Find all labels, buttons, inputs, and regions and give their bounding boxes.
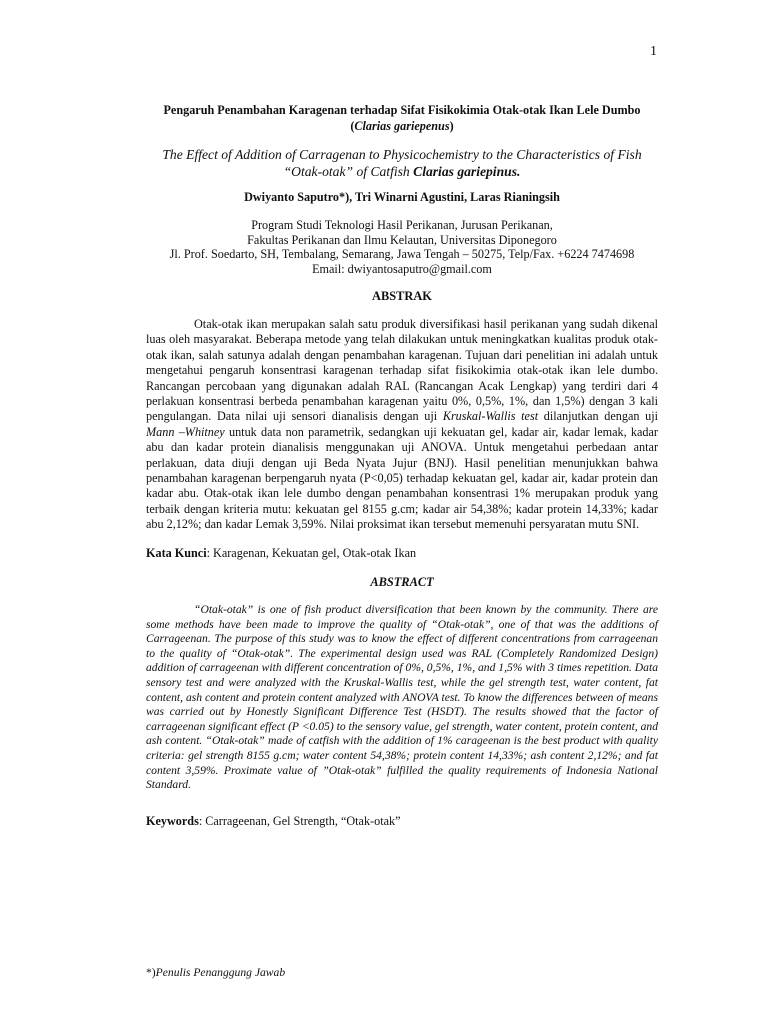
kata-kunci-text: : Karagenan, Kekuatan gel, Otak-otak Ikan <box>206 546 417 560</box>
affiliation-program: Program Studi Teknologi Hasil Perikanan, Jurusan Perikanan, <box>251 218 553 232</box>
abstrak-text-1: Otak-otak ikan merupakan salah satu produk diversifikasi hasil perikanan yang sudah dikenal luas oleh masyarakat. Beberapa metode yang telah dilakukan untuk meningkatkan kualitas produk otak-otak ikan, salah satunya adalah dengan penambahan karagenan. Tujuan dari penelitian ini adalah untuk mengetahui pengaruh konsentrasi karagenan terhadap sifat fisikokimia otak-otak ikan lele dumbo. Rancangan percobaan yang digunakan adalah RAL (Rancangan Acak Lengkap) yang terdiri dari 4 perlakuan konsentrasi berbeda penambahan karagenan yaitu 0%, 0,5%, 1%, dan 1,5%) dengan 3 kali pengulangan. Data nilai uji sensori dianalisis dengan uji <box>146 317 658 424</box>
abstract-heading: ABSTRACT <box>370 575 434 589</box>
kata-kunci <box>146 546 658 561</box>
abstrak-body <box>146 317 658 533</box>
abstrak-mann: Mann –Whitney <box>146 424 225 439</box>
page-number: 1 <box>650 44 657 59</box>
keywords-text: : Carrageenan, Gel Strength, “Otak-otak” <box>198 814 401 828</box>
title-english-line2 <box>146 163 658 180</box>
abstrak-kruskal: Kruskal-Wallis test <box>442 409 539 424</box>
footnote <box>146 966 285 979</box>
abstract-body: “Otak-otak” is one of fish product diversification that been known by the community. There are some methods have been made to improve the quality of “Otak-otak”, one of that was the additions of Carrageenan. The purpose of this study was to know the effect of different concentrations from carrageenan to the quality of “Otak-otak”. The experimental design used was RAL (Completely Randomized Design) addition of carrageenan with different concentration of 0%, 0,5%, 1%, and 1,5% with 3 times repetition. Data sensory test and were analyzed with the Kruskal-Wallis test, while the gel strength test, water content, fat content, ash content and protein content analyzed with ANOVA test. To know the differences between of means was carried out by Honestly Significant Difference Test (HSDT). The results showed that the factor of carrageenan significant effect (P <0.05) to the sensory value, gel strength, water content, protein content, and ash content. “Otak-otak” made of catfish with the addition of 1% carageenan is the best product with quality criteria: gel strength 8155 g.cm; water content 54,38%; protein content 14,33%; ash content 2,12%; and fat content 3,59%. Proximate value of ”Otak-otak” fulfilled the quality requirements of Indonesia National Standard. <box>146 603 658 792</box>
abstrak-heading: ABSTRAK <box>372 289 432 303</box>
footnote-mark: *) <box>146 966 156 979</box>
abstrak-text-3: untuk data non parametrik, sedangkan uji kekuatan gel, kadar air, kadar lemak, kadar abu dan kadar protein dianalisis menggunakan uji ANOVA. Untuk mengetahui perbedaan antar perlakuan, data diuji dengan uji Beda Nyata Jujur (BNJ). Hasil penelitian menunjukkan bahwa penambahan karagenan berpengaruh nyata (P<0,05) terhadap kekuatan gel, kadar air, kadar protein dan kadar abu. Otak-otak ikan lele dumbo dengan penambahan konsentrasi 1% merupakan produk yang terbaik dengan kriteria mutu: kekuatan gel 8155 g.cm; kadar air 54,38%; kadar protein 14,33%; kadar abu 2,12%; dan kadar Lemak 3,59%. Nilai proksimat ikan tersebut memenuhi persyaratan mutu SNI. <box>146 424 658 532</box>
title-english-line1: The Effect of Addition of Carragenan to Physicochemistry to the Characteristics of Fish <box>162 147 642 162</box>
authors: Dwiyanto Saputro*), Tri Winarni Agustini, Laras Rianingsih <box>244 190 560 204</box>
affiliation-faculty: Fakultas Perikanan dan Ilmu Kelautan, Universitas Diponegoro <box>247 232 557 247</box>
species-name-english: Clarias gariepinus. <box>413 164 521 179</box>
affiliation-address: Jl. Prof. Soedarto, SH, Tembalang, Semarang, Jawa Tengah – 50275, Telp/Fax. +6224 7474698 <box>169 247 635 261</box>
kata-kunci-label: Kata Kunci <box>146 546 207 560</box>
title-indonesian-line1: Pengaruh Penambahan Karagenan terhadap Sifat Fisikokimia Otak-otak Ikan Lele Dumbo <box>163 103 641 117</box>
affiliation <box>146 218 658 276</box>
affiliation-email: Email: dwiyantosaputro@gmail.com <box>312 261 492 276</box>
keywords <box>146 814 658 829</box>
title-english-lead: “Otak-otak” of Catfish <box>283 164 414 179</box>
title-indonesian <box>146 102 658 134</box>
title-english <box>146 146 658 180</box>
keywords-label: Keywords <box>146 814 199 828</box>
species-name: Clarias gariepenus <box>354 119 450 133</box>
paren-close: ) <box>449 119 454 133</box>
title-indonesian-line2 <box>146 118 658 134</box>
footnote-text: Penulis Penanggung Jawab <box>155 966 286 979</box>
paren-open: ( <box>350 119 355 133</box>
abstrak-text-2: dilanjutkan dengan uji <box>538 409 658 424</box>
